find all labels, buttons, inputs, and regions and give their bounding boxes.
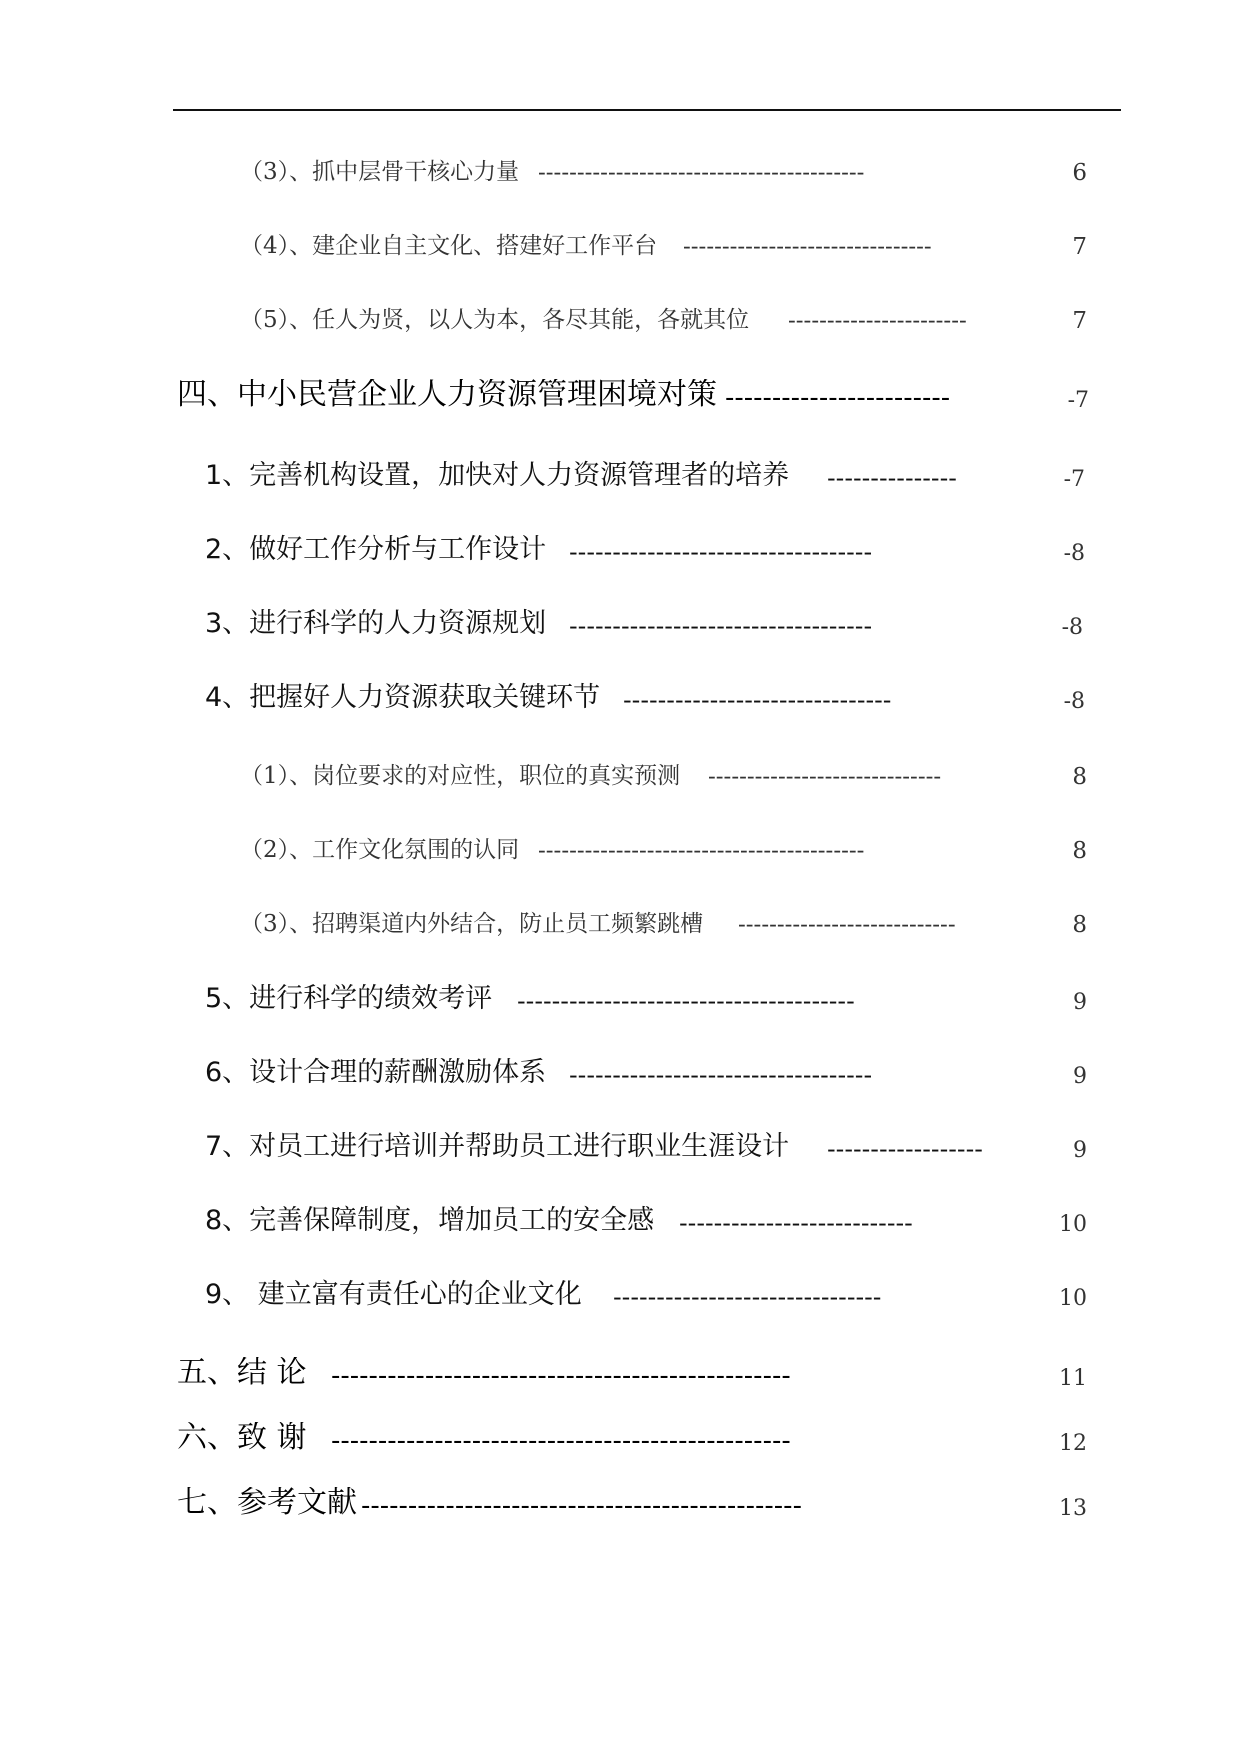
toc-entry[interactable] — [205, 680, 1085, 720]
toc-entry-title: 7、对员工进行培训并帮助员工进行职业生涯设计 — [205, 1131, 790, 1162]
toc-entry[interactable] — [177, 1422, 1087, 1462]
toc-entry[interactable] — [240, 904, 1087, 944]
toc-page-number: 7 — [1072, 308, 1087, 334]
toc-entry[interactable] — [205, 532, 1085, 572]
toc-page-number: 6 — [1072, 160, 1087, 186]
toc-page-number: -7 — [1063, 467, 1085, 492]
toc-leader: --------------------------- — [679, 1209, 913, 1237]
toc-entry-title: 3、进行科学的人力资源规划 — [205, 608, 547, 639]
toc-leader: --------------------------------------- — [517, 987, 855, 1015]
toc-page-number: -8 — [1063, 689, 1085, 714]
toc-entry-title: （3）、抓中层骨干核心力量 — [240, 159, 520, 185]
toc-page-number: 12 — [1059, 1431, 1087, 1456]
toc-page-number: 8 — [1072, 912, 1087, 938]
toc-entry[interactable] — [205, 981, 1087, 1021]
toc-leader: ------------------------------------------ — [538, 160, 865, 186]
toc-entry[interactable] — [205, 1055, 1087, 1095]
toc-leader: ------------------------------------------------- — [331, 1426, 791, 1456]
toc-leader: ---------------------------- — [738, 912, 956, 938]
toc-page-number: 7 — [1072, 234, 1087, 260]
toc-entry-title: （3）、招聘渠道内外结合，防止员工频繁跳槽 — [240, 911, 704, 937]
toc-entry[interactable] — [205, 1277, 1087, 1317]
toc-page-number: 13 — [1059, 1496, 1087, 1521]
toc-page-number: -8 — [1061, 615, 1083, 640]
toc-leader: -------------------------------- — [683, 234, 932, 260]
toc-leader: ----------------------- — [788, 308, 967, 334]
toc-leader: ----------------------------------------------- — [361, 1491, 802, 1521]
toc-page-number: 9 — [1073, 1138, 1087, 1163]
toc-entry[interactable] — [177, 1357, 1087, 1397]
toc-entry-title: 8、完善保障制度，增加员工的安全感 — [205, 1205, 655, 1236]
toc-entry-title: （4）、建企业自主文化、搭建好工作平台 — [240, 233, 658, 259]
toc-page-number: -8 — [1063, 541, 1085, 566]
toc-leader: --------------- — [827, 464, 957, 492]
toc-page-number: 10 — [1059, 1212, 1087, 1237]
toc-page-number: 10 — [1059, 1286, 1087, 1311]
toc-entry-title: 1、完善机构设置，加快对人力资源管理者的培养 — [205, 460, 790, 491]
toc-leader: ------------------------------ — [708, 764, 942, 790]
toc-leader: ------------------------------------------ — [538, 838, 865, 864]
toc-entry-title: 5、进行科学的绩效考评 — [205, 983, 493, 1014]
toc-entry[interactable] — [240, 300, 1087, 340]
toc-entry-title: 2、做好工作分析与工作设计 — [205, 534, 547, 565]
toc-leader: ------------------------------- — [623, 686, 892, 714]
toc-entry[interactable] — [240, 830, 1087, 870]
toc-page-number: 11 — [1059, 1366, 1087, 1391]
toc-entry[interactable] — [205, 1129, 1087, 1169]
toc-entry-title: 六、致 谢 — [177, 1422, 307, 1455]
toc-page-number: 9 — [1073, 1064, 1087, 1089]
toc-leader: ----------------------------------- — [569, 612, 873, 640]
toc-entry[interactable] — [177, 379, 1089, 419]
toc-page-number: 8 — [1072, 764, 1087, 790]
toc-entry-title: 五、结 论 — [177, 1357, 307, 1390]
toc-leader: ----------------------------------- — [569, 1061, 873, 1089]
toc-entry[interactable] — [240, 756, 1087, 796]
toc-entry[interactable] — [240, 226, 1087, 266]
toc-entry-title: （2）、工作文化氛围的认同 — [240, 837, 520, 863]
toc-leader: ------------------------ — [725, 383, 951, 413]
toc-entry-title: 9、 建立富有责任心的企业文化 — [205, 1279, 582, 1310]
toc-entry[interactable] — [205, 1203, 1087, 1243]
toc-page-number: 9 — [1073, 990, 1087, 1015]
toc-leader: ------------------------------------------------- — [331, 1361, 791, 1391]
toc-leader: ------------------ — [827, 1135, 983, 1163]
toc-page-number: -7 — [1067, 388, 1089, 413]
toc-entry[interactable] — [240, 152, 1087, 192]
toc-leader: ----------------------------------- — [569, 538, 873, 566]
toc-entry[interactable] — [205, 458, 1085, 498]
toc-entry-title: 七、参考文献 — [177, 1487, 357, 1520]
toc-page-number: 8 — [1072, 838, 1087, 864]
toc-entry[interactable] — [177, 1487, 1087, 1527]
toc-entry[interactable] — [205, 606, 1083, 646]
toc-entry-title: 四、中小民营企业人力资源管理困境对策 — [177, 379, 717, 412]
toc-entry-title: 4、把握好人力资源获取关键环节 — [205, 682, 601, 713]
toc-leader: ------------------------------- — [613, 1283, 882, 1311]
toc-entry-title: （5）、任人为贤，以人为本，各尽其能，各就其位 — [240, 307, 750, 333]
toc-entry-title: （1）、岗位要求的对应性，职位的真实预测 — [240, 763, 681, 789]
toc-entry-title: 6、设计合理的薪酬激励体系 — [205, 1057, 547, 1088]
